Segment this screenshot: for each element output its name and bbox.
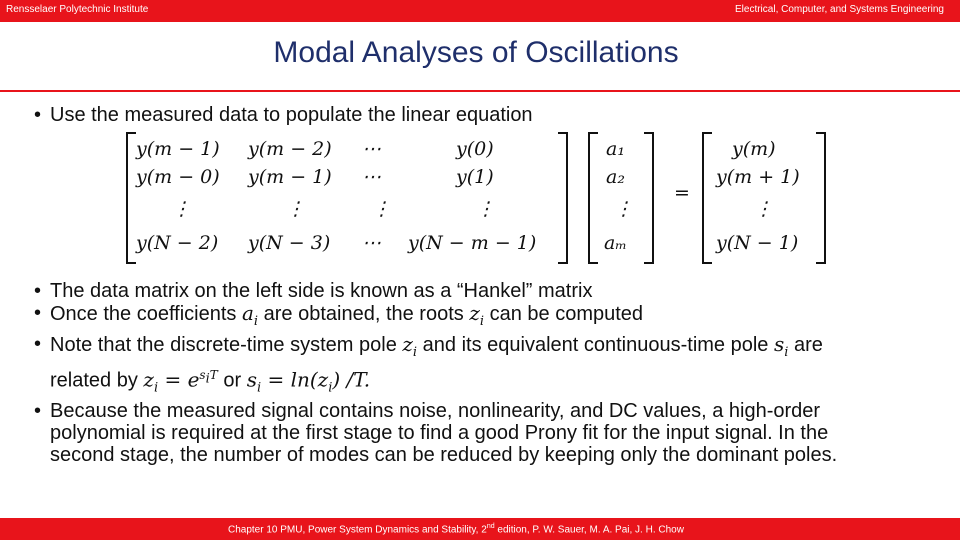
footer-citation xyxy=(228,523,684,535)
linear-equation xyxy=(126,132,864,280)
bullet-text: Because the measured signal contains noise, nonlinearity, and DC values, a high-order polynomial is required at the first stage to find a good Prony fit for the input signal. In the second stage, the number of modes can be reduced by keeping only the dominant poles. xyxy=(50,399,838,466)
hankel-cell: ⋮ xyxy=(372,198,391,220)
eq-ln: = ln(z xyxy=(261,367,329,392)
hankel-cell: y(N − 3) xyxy=(248,232,331,254)
bullet-hankel-matrix xyxy=(34,280,864,302)
rhs-cell: ⋮ xyxy=(754,198,773,220)
hankel-cell: y(N − 2) xyxy=(136,232,219,254)
coef-cell: ⋮ xyxy=(614,198,633,220)
header-bar xyxy=(0,0,960,22)
institution-name: Rensselaer Polytechnic Institute xyxy=(6,4,149,15)
text-run: Note that the discrete-time system pole xyxy=(50,334,403,356)
hankel-bracket-right xyxy=(558,132,568,264)
hankel-cell: y(N − m − 1) xyxy=(408,232,537,254)
equals-sign: = xyxy=(674,182,690,204)
rhs-cell: y(m + 1) xyxy=(716,166,800,188)
rhs-cell: y(N − 1) xyxy=(716,232,799,254)
exp-T: T xyxy=(209,368,218,382)
slide-title: Modal Analyses of Oscillations xyxy=(273,36,679,69)
subscript-i: i xyxy=(412,345,418,360)
text-run: Once the coefficients xyxy=(50,303,242,325)
hankel-cell: y(m − 1) xyxy=(136,138,220,160)
rhs-bracket-left xyxy=(702,132,712,264)
bullet-text: Use the measured data to populate the linear equation xyxy=(50,104,533,126)
bullet-prony-stages xyxy=(34,400,864,466)
coef-bracket-right xyxy=(644,132,654,264)
hankel-cell: y(m − 0) xyxy=(136,166,220,188)
var-z: z xyxy=(469,301,480,325)
hankel-cell: ⋯ xyxy=(362,232,381,254)
text-run: are obtained, the roots xyxy=(258,303,470,325)
coef-cell: a₂ xyxy=(606,166,625,188)
exp-sub-i: i xyxy=(205,371,210,387)
hankel-cell: y(m − 2) xyxy=(248,138,332,160)
var-s: s xyxy=(773,332,785,356)
hankel-cell: ⋮ xyxy=(476,198,495,220)
text-run: can be computed xyxy=(484,303,644,325)
citation-text: Chapter 10 PMU, Power System Dynamics and Stability, 2 xyxy=(228,524,487,536)
exp-s: s xyxy=(199,368,206,382)
var-z: z xyxy=(402,332,413,356)
subscript-i: i xyxy=(253,314,259,329)
subscript-i: i xyxy=(153,380,159,396)
text-run: are related by xyxy=(50,334,823,392)
bullet-populate-equation xyxy=(34,104,864,126)
text-run: or xyxy=(217,369,247,392)
subscript-i: i xyxy=(256,380,262,396)
citation-superscript: nd xyxy=(486,523,495,530)
hankel-cell: ⋯ xyxy=(362,166,381,188)
footer-bar xyxy=(0,518,960,540)
coef-cell: aₘ xyxy=(604,232,627,254)
hankel-cell: y(m − 1) xyxy=(248,166,332,188)
hankel-cell: ⋯ xyxy=(362,138,381,160)
eq-z: z xyxy=(143,367,154,392)
hankel-cell: y(1) xyxy=(456,166,494,188)
coef-bracket-left xyxy=(588,132,598,264)
hankel-cell: ⋮ xyxy=(172,198,191,220)
bullet-text: The data matrix on the left side is known as a “Hankel” matrix xyxy=(50,280,593,302)
coef-cell: a₁ xyxy=(606,138,625,160)
hankel-cell: y(0) xyxy=(456,138,494,160)
hankel-bracket-left xyxy=(126,132,136,264)
rhs-cell: y(m) xyxy=(732,138,776,160)
subscript-i: i xyxy=(784,345,789,360)
eq-s: s xyxy=(246,367,257,392)
department-name: Electrical, Computer, and Systems Engineering xyxy=(735,4,944,15)
citation-text: edition, P. W. Sauer, M. A. Pai, J. H. Chow xyxy=(494,524,684,536)
subscript-i: i xyxy=(479,314,485,329)
slide-body xyxy=(34,104,864,510)
eq-exponent xyxy=(199,368,218,387)
bullet-coefficients-roots xyxy=(34,302,864,333)
eq-end: ) /T. xyxy=(332,367,371,392)
hankel-cell: ⋮ xyxy=(286,198,305,220)
text-run: and its equivalent continuous-time pole xyxy=(417,334,774,356)
eq-exp-base: = e xyxy=(158,367,200,392)
var-a: a xyxy=(241,301,254,325)
subscript-i: i xyxy=(328,380,333,396)
title-divider xyxy=(0,90,960,92)
rhs-bracket-right xyxy=(816,132,826,264)
bullet-pole-relation xyxy=(34,333,864,400)
